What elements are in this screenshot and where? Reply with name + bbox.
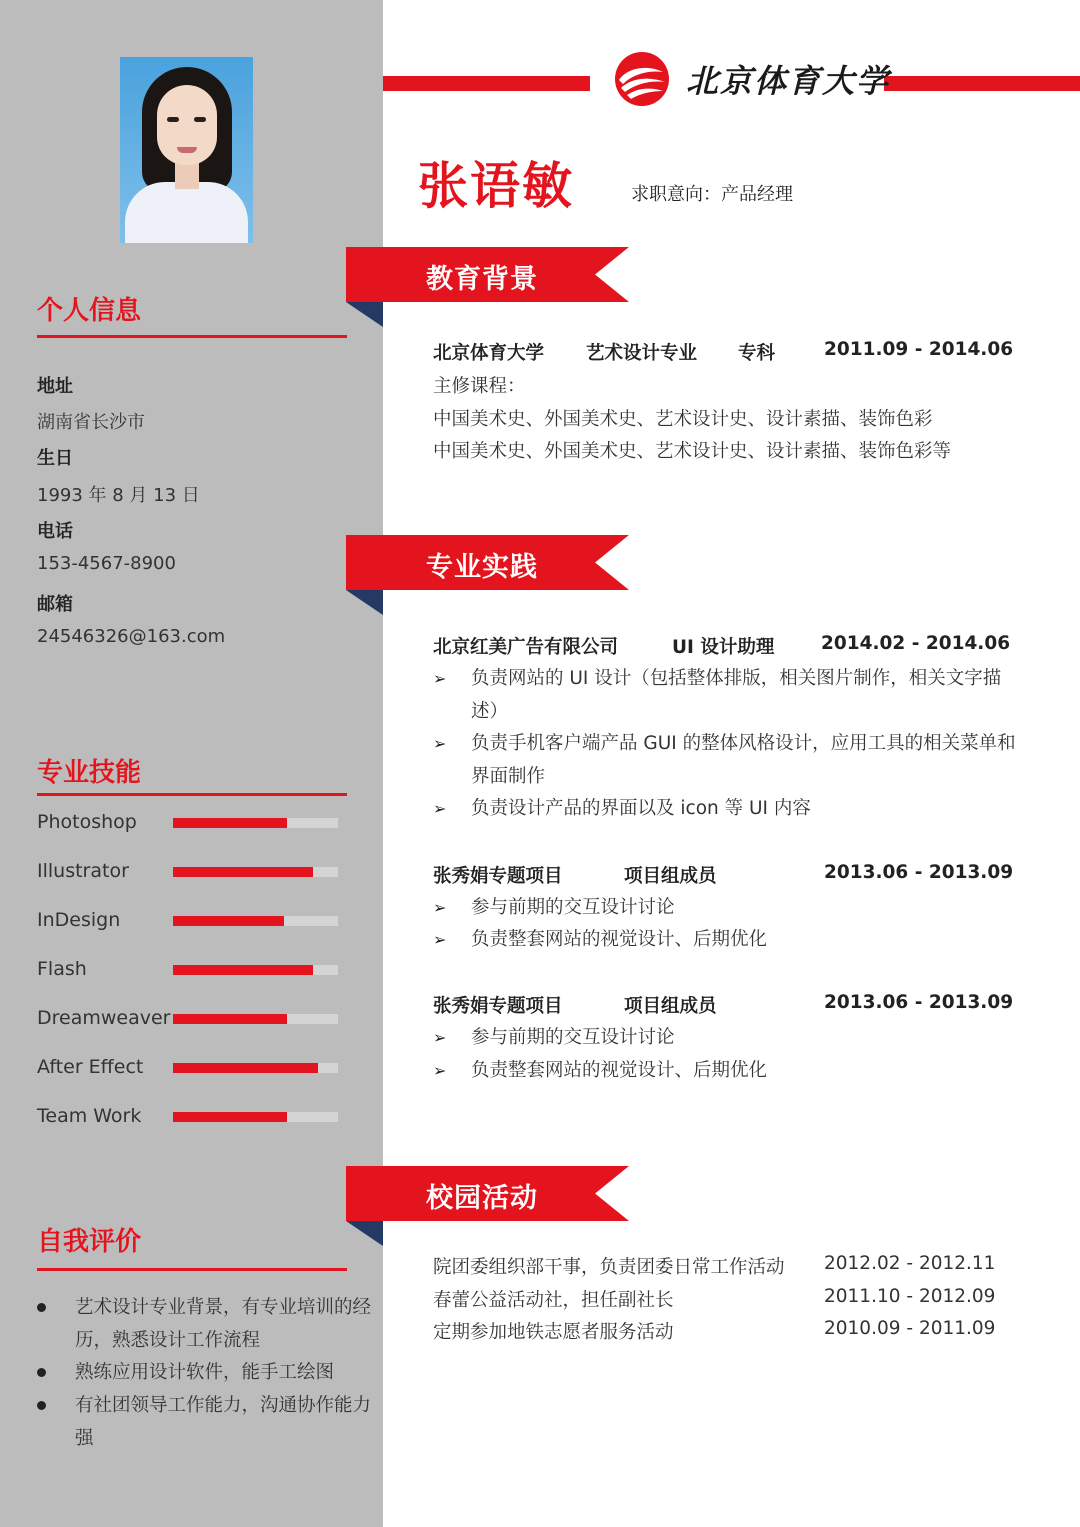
job-row — [433, 862, 1033, 888]
skill-bar — [173, 1112, 338, 1122]
education-row — [433, 339, 1033, 365]
education-banner — [346, 247, 631, 327]
skill-bar-fill — [173, 818, 287, 828]
skill-bar — [173, 818, 338, 828]
skill-bar-fill — [173, 1112, 287, 1122]
header-bar-left — [383, 76, 590, 91]
skill-bar — [173, 1014, 338, 1024]
activity-period: 2011.10 - 2012.09 — [824, 1286, 996, 1307]
skill-bar-fill — [173, 867, 313, 877]
skill-bar — [173, 1063, 338, 1073]
degree: 专科 — [738, 343, 776, 364]
header-bar-right — [884, 76, 1080, 91]
school: 北京体育大学 — [433, 343, 545, 364]
job-company: 张秀娟专题项目 — [433, 996, 563, 1017]
skill-name: Photoshop — [37, 811, 137, 833]
job-company: 张秀娟专题项目 — [433, 866, 563, 887]
skill-name: Flash — [37, 958, 87, 980]
activity-text: 定期参加地铁志愿者服务活动 — [433, 1322, 674, 1343]
job-company: 北京红美广告有限公司 — [433, 637, 619, 658]
activity-text: 院团委组织部干事，负责团委日常工作活动 — [433, 1257, 785, 1278]
sidebar — [0, 0, 383, 1527]
duty-item: ➢ 参与前期的交互设计讨论 — [433, 1027, 675, 1048]
self-evaluation-rule — [37, 1268, 347, 1271]
phone-value: 153-4567-8900 — [37, 553, 176, 574]
email-label: 邮箱 — [37, 594, 73, 615]
job-role: 项目组成员 — [624, 866, 717, 887]
skill-name: After Effect — [37, 1056, 144, 1078]
job-period: 2013.06 - 2013.09 — [824, 862, 1014, 883]
job-period: 2013.06 - 2013.09 — [824, 992, 1014, 1013]
job-row — [433, 992, 1033, 1018]
activities-banner — [346, 1166, 631, 1246]
major: 艺术设计专业 — [586, 343, 698, 364]
activity-text: 春蕾公益活动社，担任副社长 — [433, 1290, 674, 1311]
skill-bar-fill — [173, 1063, 318, 1073]
practice-heading: 专业实践 — [426, 552, 538, 583]
job-row — [433, 633, 1033, 659]
skill-bar-fill — [173, 965, 313, 975]
activities-heading: 校园活动 — [426, 1183, 538, 1214]
university-name: 北京体育大学 — [686, 62, 891, 100]
self-evaluation-heading: 自我评价 — [37, 1227, 142, 1257]
activity-period: 2010.09 - 2011.09 — [824, 1318, 996, 1339]
university-swirl-logo-icon — [613, 50, 671, 108]
job-period: 2014.02 - 2014.06 — [821, 633, 1011, 654]
duty-item: ➢ 负责整套网站的视觉设计、后期优化 — [433, 929, 768, 950]
person-name: 张语敏 — [418, 157, 574, 215]
job-objective: 求职意向：产品经理 — [631, 184, 793, 205]
duty-item: ➢ 负责网站的 UI 设计（包括整体排版，相关图片制作，相关文字描述） — [433, 668, 1002, 722]
skill-bar — [173, 916, 338, 926]
courses-label: 主修课程： — [433, 376, 526, 397]
skill-bar-fill — [173, 916, 284, 926]
skill-bar — [173, 867, 338, 877]
address-value: 湖南省长沙市 — [37, 412, 145, 433]
courses-line: 中国美术史、外国美术史、艺术设计史、设计素描、装饰色彩 — [433, 409, 933, 430]
education-period: 2011.09 - 2014.06 — [824, 339, 1014, 360]
duty-item: ➢ 负责整套网站的视觉设计、后期优化 — [433, 1060, 768, 1081]
skill-name: Team Work — [37, 1105, 142, 1127]
personal-info-heading: 个人信息 — [37, 296, 142, 326]
skill-name: InDesign — [37, 909, 121, 931]
phone-label: 电话 — [37, 521, 73, 542]
education-heading: 教育背景 — [426, 264, 538, 295]
job-role: UI 设计助理 — [672, 637, 775, 658]
evaluation-item: 熟练应用设计软件，能手工绘图 — [37, 1356, 377, 1389]
duty-item: ➢ 参与前期的交互设计讨论 — [433, 897, 675, 918]
duty-item: ➢ 负责设计产品的界面以及 icon 等 UI 内容 — [433, 798, 811, 819]
activity-period: 2012.02 - 2012.11 — [824, 1253, 996, 1274]
evaluation-item: 艺术设计专业背景，有专业培训的经历，熟悉设计工作流程 — [37, 1291, 377, 1357]
address-label: 地址 — [37, 376, 73, 397]
duty-item: ➢ 负责手机客户端产品 GUI 的整体风格设计，应用工具的相关菜单和界面制作 — [433, 733, 1016, 787]
courses-line: 中国美术史、外国美术史、艺术设计史、设计素描、装饰色彩等 — [433, 441, 952, 462]
skill-name: Illustrator — [37, 860, 129, 882]
email-value: 24546326@163.com — [37, 626, 226, 647]
profile-photo — [120, 57, 253, 243]
personal-info-rule — [37, 335, 347, 338]
birthday-value: 1993 年 8 月 13 日 — [37, 485, 200, 506]
skills-rule — [37, 793, 347, 796]
job-role: 项目组成员 — [624, 996, 717, 1017]
evaluation-item: 有社团领导工作能力，沟通协作能力强 — [37, 1389, 377, 1455]
skill-bar — [173, 965, 338, 975]
practice-banner — [346, 535, 631, 615]
skills-heading: 专业技能 — [37, 758, 142, 788]
skill-name: Dreamweaver — [37, 1007, 171, 1029]
birthday-label: 生日 — [37, 448, 73, 469]
skill-bar-fill — [173, 1014, 287, 1024]
